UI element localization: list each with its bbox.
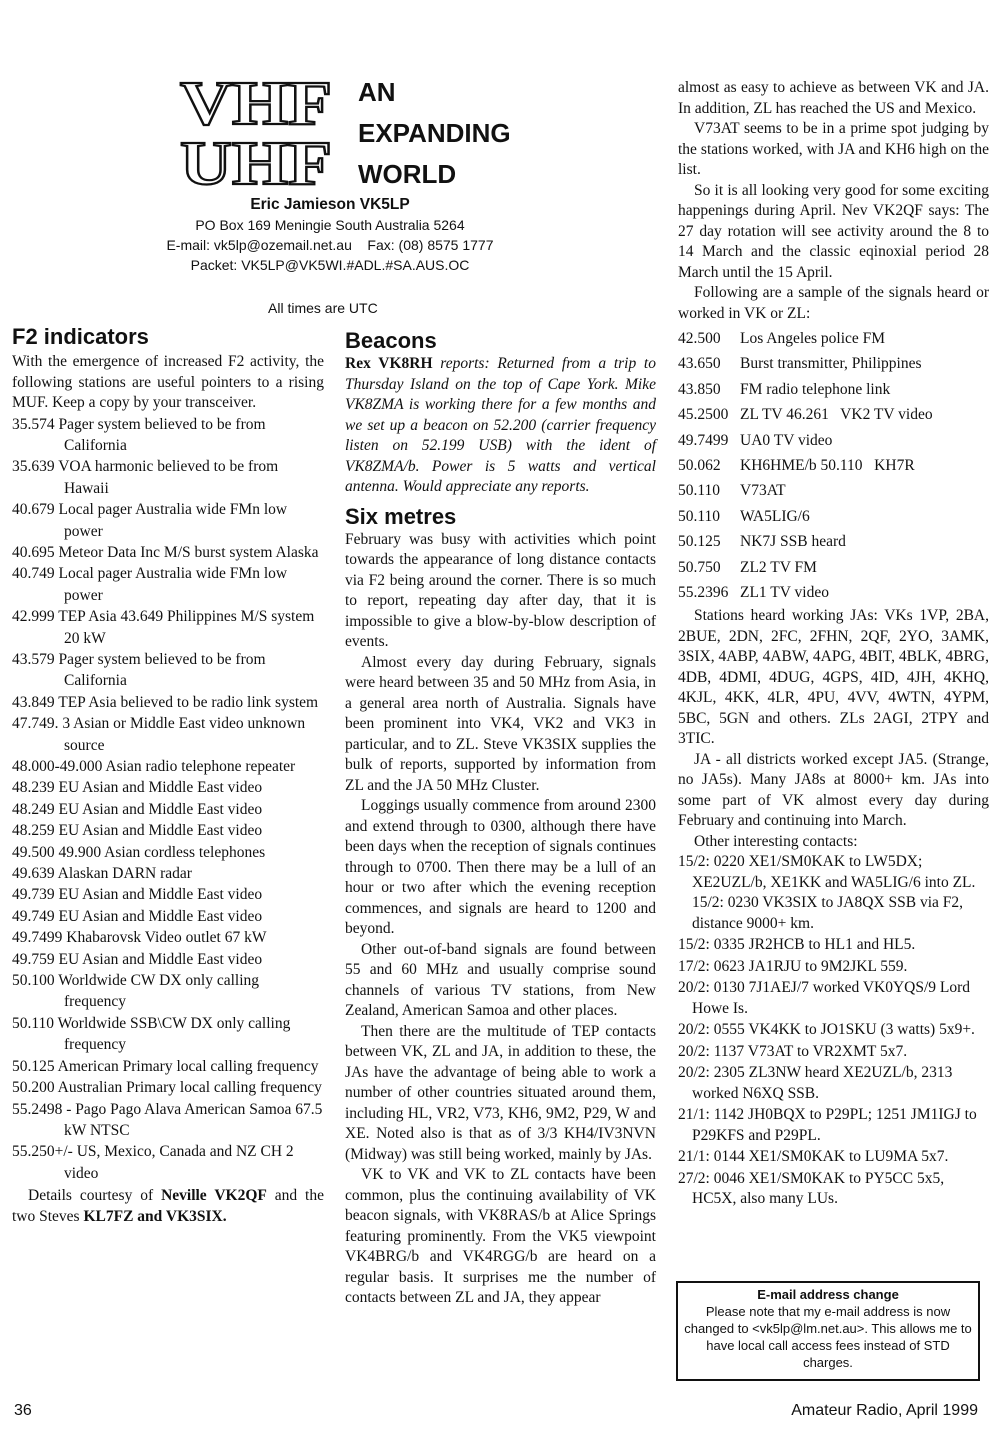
f2-indicator-entry: 50.125 American Primary local calling frequency [12,1057,319,1075]
column-3-paragraph: Other interesting contacts: [694,832,858,850]
f2-indicator-entry: 48.249 EU Asian and Middle East video [12,800,263,818]
signal-frequency: 50.062 [678,457,721,475]
f2-indicator-entry: 55.250+/- US, Mexico, Canada and NZ CH 2 video [12,1143,294,1182]
f2-indicator-entry: 49.739 EU Asian and Middle East video [12,886,263,904]
f2-indicator-entry: 55.2498 - Pago Pago Alava American Samoa 67.5 kW NTSC [12,1100,323,1139]
signal-row [678,351,989,376]
vhf-uhf-logo-graphic [178,70,334,188]
column-2 [345,328,656,1309]
six-metres-heading: Six metres [345,503,457,529]
beacons-text: Returned from a trip to Thursday Island on the top of Cape York. Mike VK8ZMA is working there for a few months and we set up a beacon on 52.200 (carrier frequency listen on 52.199 USB) with the ident of VK8ZMA/b. Power is 5 watts and vertical antenna. Would appreciate any reports. [345,355,656,495]
column-3-middle [678,606,989,852]
contact-entry: 15/2: 0335 JR2HCB to HL1 and HL5. [678,936,916,954]
headline-line: AN [358,77,396,107]
f2-indicator-list [12,414,324,1185]
contact-entry: 20/2: 2305 ZL3NW heard XE2UZL/b, 2313 worked N6XQ SSB. [678,1064,953,1102]
f2-indicator-entry: 48.000-49.000 Asian radio telephone repeater [12,758,296,775]
contact-entry: 21/1: 0144 XE1/SM0KAK to LU9MA 5x7. [678,1148,949,1166]
f2-indicator-entry: 48.239 EU Asian and Middle East video [12,779,263,797]
author-packet: Packet: VK5LP@VK5WI.#ADL.#SA.AUS.OC [190,257,470,273]
signal-description: V73AT [740,482,786,500]
signal-description: Los Angeles police FM [740,330,886,347]
f2-indicator-entry: 42.999 TEP Asia 43.649 Philippines M/S system 20 kW [12,608,315,647]
signal-description: UA0 TV video [740,431,833,449]
signal-description: KH6HME/b 50.110 KH7R [740,457,915,475]
logo-vhf: VHF [180,70,332,138]
f2-indicator-entry: 50.100 Worldwide CW DX only calling frequency [12,972,260,1011]
six-metres-paragraph: Then there are the multitude of TEP contacts between VK, ZL and JA, in addition to these, the JAs have the advantage of being able to work a number of other countries situated around them, including HL, VR2, V73, KH6, 9M2, P29, W and XE. Noted also is that as of 3/3 KH4/IV3NVN (Midway) was still being worked, mainly by JAs. [345,1022,656,1163]
six-metres-body [345,530,656,1309]
six-metres-paragraph: February was busy with activities which point towards the appearance of long distance contacts via F2 being around the corner. There is so much to report, repeating day after day, that it is impossible to give a blow-by-blow description of events. [345,530,656,650]
author-name: Eric Jamieson VK5LP [250,196,410,213]
beacons-report [345,354,656,498]
headline-line: WORLD [358,159,457,189]
beacons-lead: Rex VK8RH [345,355,433,372]
column-3-intro [678,78,989,324]
six-metres-paragraph: VK to VK and VK to ZL contacts have been common, plus the continuing availability of VK beacon signals, with VK8RAS/b at Alice Springs featuring prominently. From the VK5 viewpoint VK4BRG/b and VK4RGG/b are heard on a regular basis. It surprises me the number of contacts between ZL and JA, they appear [345,1166,656,1306]
signal-row [678,504,989,529]
signal-frequency: 50.750 [678,558,721,576]
f2-intro: With the emergence of increased F2 activity, the following stations are useful pointers to a rising MUF. Keep a copy by your transceiver. [12,353,324,411]
credits [12,1186,324,1227]
f2-indicator-entry: 47.749. 3 Asian or Middle East video unknown source [12,715,306,754]
beacons-heading: Beacons [345,328,437,353]
signal-row [678,529,989,554]
author-email: E-mail: vk5lp@ozemail.net.au Fax: (08) 8575 1777 [166,237,494,253]
signal-description: ZL1 TV video [740,584,829,602]
contacts-list [678,852,989,1210]
f2-indicator-entry: 49.500 49.900 Asian cordless telephones [12,843,266,861]
signal-frequency: 43.850 [678,380,721,398]
column-3-paragraph: V73AT seems to be in a prime spot judging by the stations worked, with JA and KH6 high on the list. [678,120,989,178]
six-metres-paragraph: Other out-of-band signals are found between 55 and 60 MHz and usually comprise sound channels of various TV stations, from New Zealand, American Samoa and other places. [345,940,656,1019]
publication-footer: Amateur Radio, April 1999 [791,1402,978,1419]
signal-row [678,377,989,402]
credits-mid: and the two Steves [12,1187,324,1225]
f2-indicator-entry: 43.849 TEP Asia believed to be radio link system [12,693,319,711]
signal-frequency: 55.2396 [678,584,729,602]
contact-entry: 20/2: 0130 7J1AEJ/7 worked VK0YQS/9 Lord Howe Is. [678,979,971,1017]
credits-name-1: Neville VK2QF [161,1187,267,1205]
f2-indicator-entry: 43.579 Pager system believed to be from California [12,650,266,690]
signal-frequency: 50.110 [678,482,721,500]
signal-frequency: 50.125 [678,533,721,551]
f2-indicators-heading: F2 indicators [12,324,149,349]
f2-indicator-entry: 49.7499 Khabarovsk Video outlet 67 kW [12,929,267,947]
contact-entry: 17/2: 0623 JA1RJU to 9M2JKL 559. [678,957,908,975]
signal-description: Burst transmitter, Philippines [740,355,922,373]
email-change-box [676,1281,980,1381]
signal-description: ZL2 TV FM [740,558,817,576]
column-1 [12,324,324,1227]
f2-indicator-entry: 35.639 VOA harmonic believed to be from Hawaii [12,458,279,497]
f2-indicator-entry: 40.695 Meteor Data Inc M/S burst system Alaska [12,543,319,561]
logo-uhf: UHF [180,130,332,188]
six-metres-paragraph: Loggings usually commence from around 2300 and extend through to 0300, although there have been days when the reception of signals continues through to 0700. Then there may be a lull of an hour or two after which the evening reception commences, and signals are heard to 1200 and beyond. [345,797,656,937]
signal-description: ZL TV 46.261 VK2 TV video [740,406,933,424]
f2-indicator-entry: 50.110 Worldwide SSB\CW DX only calling frequency [12,1014,291,1054]
author-block [160,195,500,275]
contact-entry: 21/1: 1142 JH0BQX to P29PL; 1251 JM1IGJ to P29KFS and P29PL. [678,1106,977,1144]
utc-note: All times are UTC [268,300,378,316]
credits-name-2: KL7FZ and VK3SIX. [83,1207,227,1225]
contact-entry: 20/2: 1137 V73AT to VR2XMT 5x7. [678,1042,908,1060]
column-3 [678,78,989,1211]
signal-row [678,326,989,351]
signal-frequency: 43.650 [678,355,721,373]
credits-pre: Details courtesy of [28,1187,162,1205]
signal-row [678,428,989,453]
signals-list [678,326,989,605]
author-address: PO Box 169 Meningie South Australia 5264 [195,217,465,233]
signal-row [678,402,989,427]
signal-description: FM radio telephone link [740,380,891,398]
f2-indicator-entry: 35.574 Pager system believed to be from California [12,415,266,454]
email-change-text: Please note that my e-mail address is now changed to <vk5lp@lm.net.au>. This allows me to have local call access fees instead of STD charges. [684,1304,972,1370]
email-change-title: E-mail address change [757,1287,899,1302]
signal-row [678,453,989,478]
f2-indicator-entry: 50.200 Australian Primary local calling frequency [12,1079,322,1097]
f2-indicator-entry: 48.259 EU Asian and Middle East video [12,822,263,840]
signal-row [678,478,989,503]
headline [358,72,511,195]
headline-line: EXPANDING [358,118,511,148]
column-3-paragraph: Stations heard working JAs: VKs 1VP, 2BA, 2BUE, 2DN, 2FC, 2FHN, 2QF, 2YO, 3AMK, 3SIX, 4ABP, 4ABW, 4APG, 4BIT, 4BLK, 4BRG, 4DB, 4DMI, 4DUG, 4GPS, 4ID, 4JH, 4KHQ, 4KJL, 4KK, 4LR, 4PU, 4VV, 4WTN, 4YPM, 5BC, 5GN and others. ZLs 2AGI, 2TPY and 3TIC. [678,607,989,748]
f2-indicator-entry: 40.679 Local pager Australia wide FMn low power [12,501,288,540]
column-3-paragraph: almost as easy to achieve as between VK and JA. In addition, ZL has reached the US and Mexico. [678,79,989,117]
contact-entry: 20/2: 0555 VK4KK to JO1SKU (3 watts) 5x9+. [678,1021,975,1039]
f2-indicator-entry: 49.639 Alaskan DARN radar [12,865,192,883]
six-metres-paragraph: Almost every day during February, signals were heard between 35 and 50 MHz from Asia, in a general area north of Australia. Signals have been prominent into VK4, VK2 and VK3 in particular, and to ZL. Steve VK3SIX supplies the bulk of reports, supported by information from ZL and the JA 50 MHz Cluster. [345,653,656,794]
column-3-paragraph: Following are a sample of the signals heard or worked in VK or ZL: [678,284,989,322]
beacons-lead-rest: reports: [432,355,498,372]
signal-description: WA5LIG/6 [740,507,810,525]
signal-frequency: 42.500 [678,330,721,347]
f2-indicator-entry: 49.759 EU Asian and Middle East video [12,950,263,968]
signal-frequency: 50.110 [678,507,721,525]
column-3-paragraph: So it is all looking very good for some exciting happenings during April. Nev VK2QF says: The 27 day rotation will see activity around the 8 to 14 March and the classic eqinoxial period 28 March until the 15 April. [678,181,989,281]
page-number: 36 [14,1402,32,1419]
contact-entry: 27/2: 0046 XE1/SM0KAK to PY5CC 5x5, HC5X, also many LUs. [678,1169,945,1208]
column-3-paragraph: JA - all districts worked except JA5. (Strange, no JA5s). Many JA8s at 8000+ km. JAs into some part of VK almost every day during February and continuing into March. [678,750,989,830]
signal-row [678,580,989,605]
contact-entry: 15/2: 0220 XE1/SM0KAK to LW5DX; XE2UZL/b, XE1KK and WA5LIG/6 into ZL. 15/2: 0230 VK3SIX to JA8QX SSB via F2, distance 9000+ km. [678,853,976,932]
f2-indicator-entry: 40.749 Local pager Australia wide FMn low power [12,565,288,604]
vhf-uhf-logo [178,70,334,188]
f2-indicator-entry: 49.749 EU Asian and Middle East video [12,907,263,925]
signal-frequency: 45.2500 [678,406,729,424]
signal-row [678,555,989,580]
signal-description: NK7J SSB heard [740,533,846,551]
signal-frequency: 49.7499 [678,431,729,449]
